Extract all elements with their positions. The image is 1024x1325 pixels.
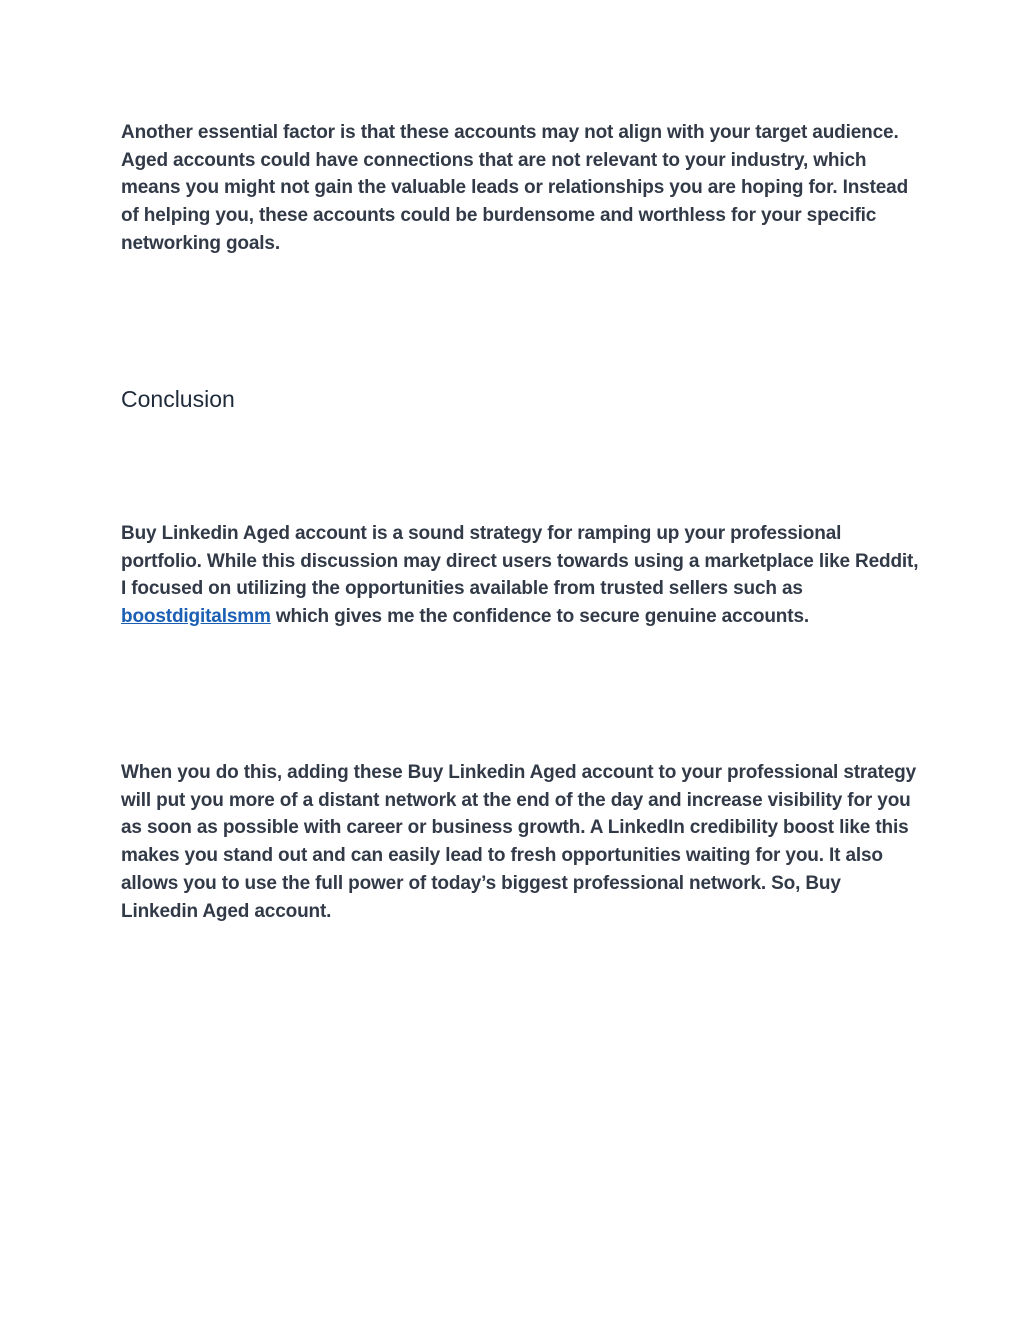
paragraph-target-audience: Another essential factor is that these accounts may not align with your target audience. Aged accounts could have connections that are not relevant to your industry, which means you might not gain the valuable leads or relationships you are hoping for. Instead of helping you, these accounts could be burdensome and worthless for your specific networking goals.: [121, 122, 909, 254]
paragraph-text-after-link: which gives me the confidence to secure genuine accounts.: [270, 606, 809, 628]
paragraph-text-before-link: Buy Linkedin Aged account is a sound strategy for ramping up your professional portfolio. While this discussion may direct users towards using a marketplace like Reddit, I focused on utilizing the opportunities available from trusted sellers such as: [121, 523, 919, 600]
boostdigitalsmm-link[interactable]: boostdigitalsmm: [121, 606, 271, 628]
section-heading-conclusion: Conclusion: [121, 386, 235, 412]
paragraph-conclusion-intro: [121, 520, 921, 631]
paragraph-strategy-benefits: When you do this, adding these Buy Linkedin Aged account to your professional strategy will put you more of a distant network at the end of the day and increase visibility for you as soon as possible with career or business growth. A LinkedIn credibility boost like this makes you stand out and can easily lead to fresh opportunities waiting for you. It also allows you to use the full power of today’s biggest professional network. So, Buy Linkedin Aged account.: [121, 762, 917, 922]
